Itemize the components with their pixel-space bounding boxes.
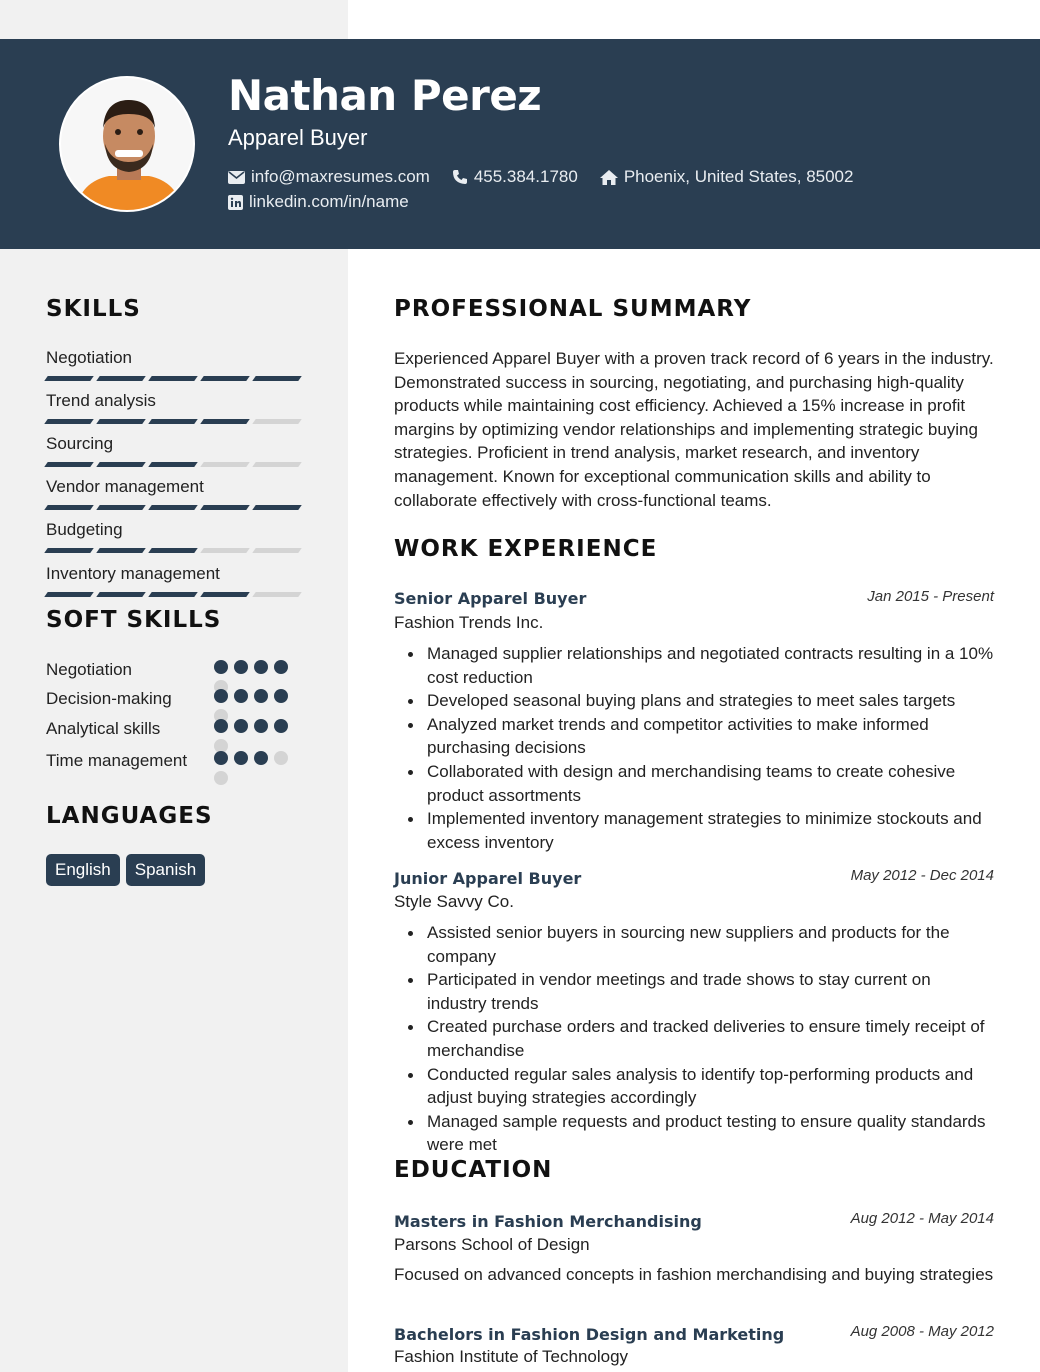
soft-skill-label: Analytical skills bbox=[46, 719, 161, 738]
skill-level-bars bbox=[46, 376, 302, 381]
skill-item bbox=[46, 564, 302, 597]
list-item: Managed supplier relationships and negotiated contracts resulting in a 10% cost reduction bbox=[394, 642, 994, 689]
skill-level-segment bbox=[148, 505, 198, 510]
soft-skill-dot bbox=[254, 689, 268, 703]
skill-item bbox=[46, 477, 302, 510]
soft-skill-dot bbox=[274, 689, 288, 703]
list-item: Collaborated with design and merchandising teams to create cohesive product assortments bbox=[394, 760, 994, 807]
linkedin-text: linkedin.com/in/name bbox=[249, 192, 409, 211]
skill-level-segment bbox=[252, 505, 302, 510]
location-text: Phoenix, United States, 85002 bbox=[623, 167, 854, 186]
list-item: Developed seasonal buying plans and strategies to meet sales targets bbox=[394, 689, 994, 713]
avatar bbox=[59, 76, 195, 212]
skill-level-segment bbox=[200, 419, 250, 424]
list-item: Implemented inventory management strategies to minimize stockouts and excess inventory bbox=[394, 807, 994, 854]
soft-skill-dot bbox=[214, 719, 228, 733]
contact-email[interactable] bbox=[228, 167, 430, 187]
soft-skill-label: Time management bbox=[46, 751, 188, 770]
contact-phone[interactable] bbox=[452, 167, 578, 187]
skill-level-segment bbox=[148, 548, 198, 553]
job-role: Senior Apparel Buyer bbox=[394, 589, 587, 608]
soft-skill-dot bbox=[274, 719, 288, 733]
soft-skill-dot bbox=[254, 660, 268, 674]
skill-level-segment bbox=[96, 419, 146, 424]
soft-skill-dot bbox=[214, 689, 228, 703]
skill-level-segment bbox=[96, 548, 146, 553]
job-role: Junior Apparel Buyer bbox=[394, 869, 582, 888]
soft-skill-dot bbox=[234, 689, 248, 703]
skills-heading: SKILLS bbox=[46, 296, 141, 322]
soft-skill-item bbox=[46, 717, 306, 740]
skill-level-segment bbox=[200, 462, 250, 467]
skill-level-segment bbox=[44, 592, 94, 597]
skill-item bbox=[46, 348, 302, 381]
language-badge: Spanish bbox=[126, 854, 205, 886]
skill-level-segment bbox=[148, 462, 198, 467]
candidate-name: Nathan Perez bbox=[228, 71, 542, 120]
skill-label: Trend analysis bbox=[46, 391, 156, 410]
education-heading: EDUCATION bbox=[394, 1157, 553, 1183]
skill-level-segment bbox=[252, 592, 302, 597]
soft-skill-dot bbox=[254, 719, 268, 733]
degree-title: Bachelors in Fashion Design and Marketing bbox=[394, 1325, 785, 1344]
skill-level-segment bbox=[252, 419, 302, 424]
soft-skill-dot bbox=[254, 751, 268, 765]
envelope-icon bbox=[228, 171, 245, 184]
soft-skill-dot bbox=[234, 719, 248, 733]
skill-level-segment bbox=[44, 548, 94, 553]
list-item: Conducted regular sales analysis to identify top-performing products and adjust buying strategies accordingly bbox=[394, 1063, 994, 1110]
soft-skill-dot bbox=[214, 751, 228, 765]
contact-row-1 bbox=[228, 167, 875, 187]
skill-level-segment bbox=[148, 376, 198, 381]
school-name: Fashion Institute of Technology bbox=[394, 1347, 629, 1366]
soft-skill-dot bbox=[274, 660, 288, 674]
soft-skill-label: Negotiation bbox=[46, 660, 133, 679]
soft-skill-item bbox=[46, 749, 306, 772]
skill-level-segment bbox=[44, 376, 94, 381]
list-item: Managed sample requests and product testing to ensure quality standards were met bbox=[394, 1110, 994, 1157]
contact-row-2 bbox=[228, 192, 431, 212]
candidate-title: Apparel Buyer bbox=[228, 125, 368, 150]
education-date: Aug 2008 - May 2012 bbox=[850, 1323, 994, 1340]
languages-list bbox=[46, 854, 205, 886]
job-date: May 2012 - Dec 2014 bbox=[850, 867, 994, 884]
email-text: info@maxresumes.com bbox=[251, 167, 430, 186]
skill-level-segment bbox=[252, 548, 302, 553]
phone-text: 455.384.1780 bbox=[473, 167, 578, 186]
list-item: Created purchase orders and tracked deliveries to ensure timely receipt of merchandise bbox=[394, 1015, 994, 1062]
company-name: Style Savvy Co. bbox=[394, 892, 514, 911]
resume-header bbox=[0, 39, 1040, 249]
skill-level-segment bbox=[44, 505, 94, 510]
soft-skill-dot bbox=[234, 660, 248, 674]
skill-level-segment bbox=[200, 376, 250, 381]
skill-level-bars bbox=[46, 548, 302, 553]
education-description: Focused on advanced concepts in fashion merchandising and buying strategies bbox=[394, 1265, 994, 1284]
soft-skill-item bbox=[46, 687, 306, 710]
skill-level-segment bbox=[96, 462, 146, 467]
skill-item bbox=[46, 391, 302, 424]
skill-level-segment bbox=[200, 592, 250, 597]
job-bullets bbox=[394, 642, 994, 854]
soft-skill-label: Decision-making bbox=[46, 689, 172, 708]
phone-icon bbox=[452, 169, 468, 185]
summary-text: Experienced Apparel Buyer with a proven track record of 6 years in the industry. Demonstrated success in sourcing, negotiating, and purchasing high-quality products while maintaining cost efficiency. Achieved a 15% increase in profit margins by optimizing vendor relationships and implementing strategic buying strategies. Proficient in trend analysis, market research, and inventory management. Known for exceptional communication skills and ability to collaborate effectively with cross-functional teams. bbox=[394, 349, 994, 510]
language-badge: English bbox=[46, 854, 120, 886]
skill-level-segment bbox=[200, 505, 250, 510]
skill-label: Vendor management bbox=[46, 477, 204, 496]
skill-level-segment bbox=[96, 592, 146, 597]
skill-level-segment bbox=[96, 376, 146, 381]
soft-skill-dots bbox=[214, 719, 290, 753]
skill-level-bars bbox=[46, 592, 302, 597]
school-name: Parsons School of Design bbox=[394, 1235, 590, 1254]
list-item: Participated in vendor meetings and trade shows to stay current on industry trends bbox=[394, 968, 994, 1015]
skill-level-segment bbox=[44, 462, 94, 467]
soft-skill-dot bbox=[274, 751, 288, 765]
skill-label: Sourcing bbox=[46, 434, 114, 453]
degree-title: Masters in Fashion Merchandising bbox=[394, 1212, 702, 1231]
skill-level-segment bbox=[96, 505, 146, 510]
soft-skill-dot bbox=[234, 751, 248, 765]
skill-level-segment bbox=[148, 592, 198, 597]
skill-item bbox=[46, 434, 302, 467]
home-icon bbox=[600, 170, 618, 185]
skill-level-segment bbox=[252, 376, 302, 381]
skill-level-bars bbox=[46, 462, 302, 467]
soft-skills-heading: SOFT SKILLS bbox=[46, 607, 222, 633]
soft-skill-dot bbox=[214, 660, 228, 674]
skill-level-segment bbox=[252, 462, 302, 467]
list-item: Assisted senior buyers in sourcing new suppliers and products for the company bbox=[394, 921, 994, 968]
skill-item bbox=[46, 520, 302, 553]
skill-label: Inventory management bbox=[46, 564, 220, 583]
skill-level-segment bbox=[200, 548, 250, 553]
skill-label: Budgeting bbox=[46, 520, 123, 539]
list-item: Analyzed market trends and competitor activities to make informed purchasing decisions bbox=[394, 713, 994, 760]
linkedin-icon bbox=[228, 195, 243, 210]
education-date: Aug 2012 - May 2014 bbox=[850, 1210, 994, 1227]
skill-label: Negotiation bbox=[46, 348, 133, 367]
skill-level-segment bbox=[44, 419, 94, 424]
company-name: Fashion Trends Inc. bbox=[394, 613, 544, 632]
soft-skill-dots bbox=[214, 751, 290, 785]
soft-skill-dot bbox=[214, 771, 228, 785]
languages-heading: LANGUAGES bbox=[46, 803, 213, 829]
soft-skill-item bbox=[46, 658, 306, 681]
job-date: Jan 2015 - Present bbox=[867, 588, 994, 605]
job-bullets bbox=[394, 921, 994, 1157]
skill-level-bars bbox=[46, 419, 302, 424]
skill-level-segment bbox=[148, 419, 198, 424]
contact-location bbox=[600, 167, 854, 187]
contact-linkedin[interactable] bbox=[228, 192, 409, 212]
experience-heading: WORK EXPERIENCE bbox=[394, 536, 658, 562]
skill-level-bars bbox=[46, 505, 302, 510]
summary-heading: PROFESSIONAL SUMMARY bbox=[394, 296, 752, 322]
